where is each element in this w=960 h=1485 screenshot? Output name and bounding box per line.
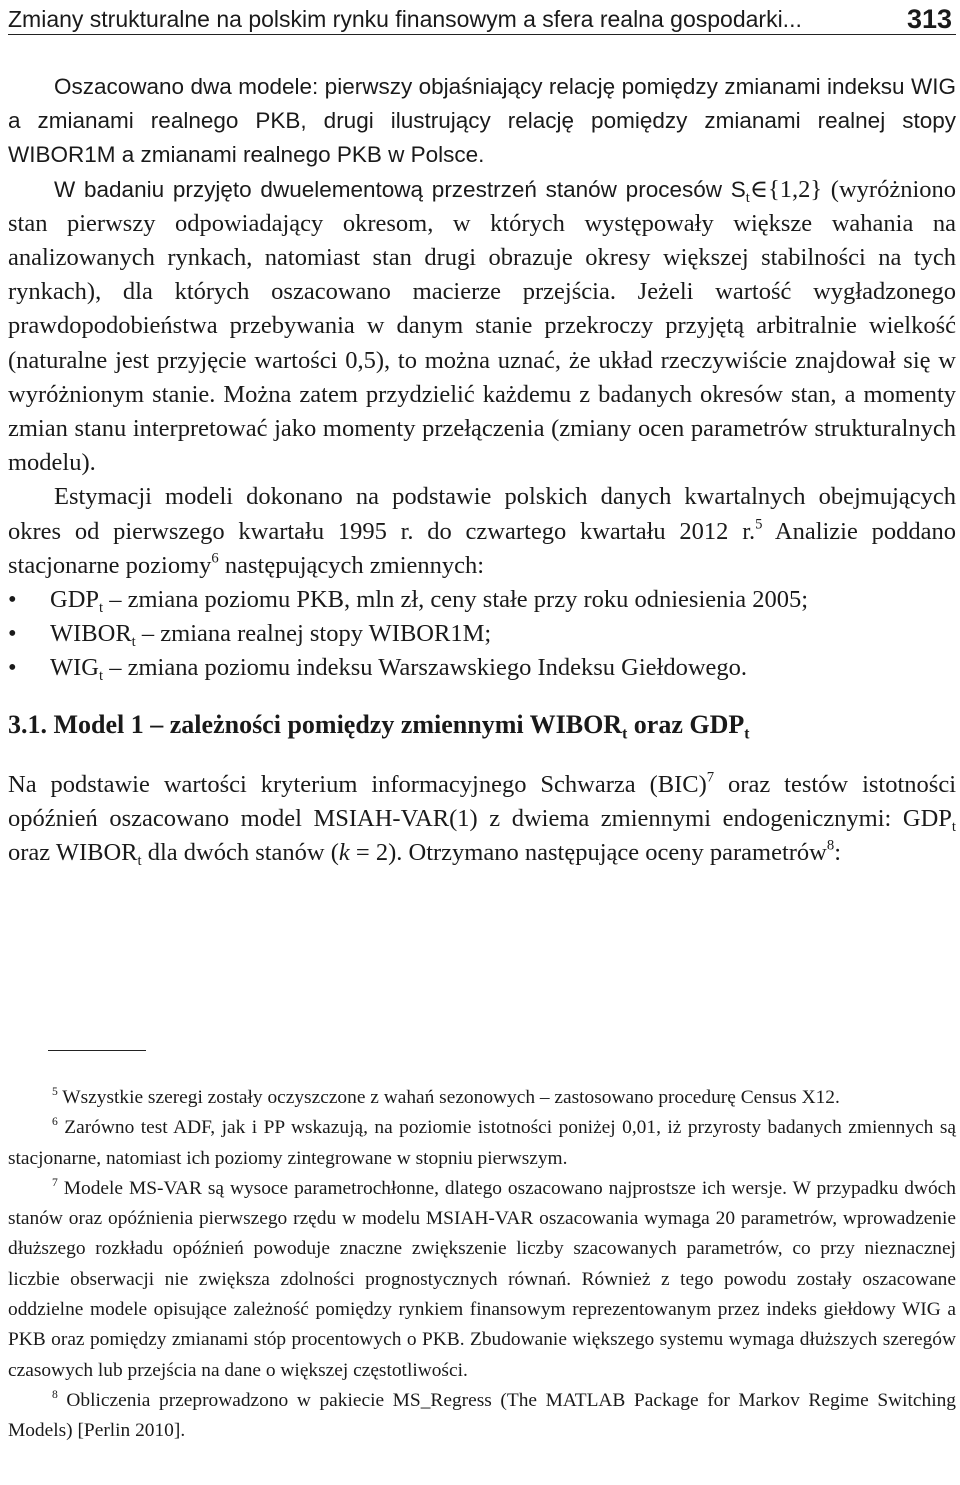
page-number: 313 <box>906 4 952 34</box>
list-item: • $GDP_t$ – zmiana poziomu PKB, mln zł, ceny stałe przy roku odniesienia 2005; <box>8 583 956 617</box>
section-heading: 3.1. Model 1 – zależności pomiędzy zmiennymi $WIBOR_t$ oraz $GDP_t$ <box>8 709 750 743</box>
page <box>8 0 957 1442</box>
footnote-divider <box>48 1050 146 1051</box>
footnote-ref-7[interactable]: 7 <box>706 769 715 786</box>
footnotes <box>8 1083 956 1447</box>
paragraph-3: Estymacji modeli dokonano na podstawie polskich danych kwartalnych obejmujących okres od pierwszego kwartału 1995 r. do czwartego kwartału 2012 r.$^5$ Analizie poddano stacjonarne poziomy$^6$ następujących zmiennych: <box>8 483 956 579</box>
footnote-ref-5[interactable]: 5 <box>755 516 763 533</box>
page-header <box>8 0 956 35</box>
footnote-ref-6[interactable]: 6 <box>211 550 219 567</box>
list-item: • $WIBOR_t$ – zmiana realnej stopy WIBOR1M; <box>8 617 956 651</box>
footnote-ref-8[interactable]: 8 <box>826 837 835 854</box>
list-item: • $WIG_t$ – zmiana poziomu indeksu Warszawskiego Indeksu Giełdowego. <box>8 651 956 685</box>
bullet-icon: • <box>8 586 17 614</box>
paragraph-1: Oszacowano dwa modele: pierwszy objaśniający relację pomiędzy zmianami indeksu WIG a zmianami realnego PKB, drugi ilustrujący relację pomiędzy zmianami realnej stopy WIBOR1M a zmianami realnego PKB w Polsce. <box>8 74 956 168</box>
paragraph-2: W badaniu przyjęto dwuelementową przestrzeń stanów procesów $S_t\in\{1,2\}$ (wyróżniono stan pierwszy odpowiadający okresom, w których występowały większe wahania na analizowanych rynkach, natomiast stan drugi obrazuje okresy większej stabilności na tych rynkach), dla których oszacowano macierze przejścia. Jeżeli wartość wygładzonego prawdopodobieństwa przebywania w danym stanie przekroczy przyjętą arbitralnie wielkość (naturalne jest przyjęcie wartości 0,5), to można uznać, że układ rzeczywiście znajdował się w wyróżnionym stanie. Można zatem przydzielić każdemu z badanych okresów stan, a momenty zmian stanu interpretować jako momenty przełączenia (zmiany ocen parametrów strukturalnych modelu). <box>8 175 956 477</box>
section-text <box>8 768 956 871</box>
main-text <box>8 70 956 686</box>
bullet-icon: • <box>8 620 17 648</box>
footnote: $^8$ Obliczenia przeprowadzono w pakiecie MS_Regress (The MATLAB Package for Markov Regime Switching Models) [Perlin 2010]. <box>8 1387 956 1442</box>
variable-list <box>8 583 956 686</box>
footnote: $^6$ Zarówno test ADF, jak i PP wskazują, na poziomie istotności poniżej 0,01, iż przyrosty badanych zmiennych są stacjonarne, natomiast ich poziomy zintegrowane w stopniu pierwszym. <box>8 1115 956 1169</box>
paragraph-4: Na podstawie wartości kryterium informacyjnego Schwarza (BIC)$^7$ oraz testów istotności opóźnień oszacowano model MSIAH-VAR(1) z dwiema zmiennymi endogenicznymi: $GDP_t$ oraz $WIBOR_t$ dla dwóch stanów (k = 2). Otrzymano następujące oceny parametrów$^8$: <box>8 769 957 870</box>
bullet-icon: • <box>8 654 17 682</box>
running-title: Zmiany strukturalne na polskim rynku finansowym a sfera realna gospodarki... <box>8 6 802 32</box>
footnote: $^5$ Wszystkie szeregi zostały oczyszczone z wahań sezonowych – zastosowano procedurę Census X12. <box>52 1084 840 1108</box>
footnote: $^7$ Modele MS-VAR są wysoce parametrochłonne, dlatego oszacowano najprostsze ich wersje. W przypadku dwóch stanów oraz opóźnienia pierwszego rzędu w modelu MSIAH-VAR oszacowania wymaga 20 parametrów, wprowadzenie dłuższego rozkładu opóźnień powoduje znaczne zwiększenie liczby szacowanych parametrów, co przy nieznacznej liczbie obserwacji nie zwiększa zdolności prognostycznych równań. Również z tego powodu zostały oszacowane oddzielne modele opisujące zależność pomiędzy rynkiem finansowym reprezentowanym przez indeks giełdowy WIG a PKB oraz pomiędzy zmianami stóp procentowych o PKB. Zbudowanie większego systemu wymaga dłuższych szeregów czasowych lub przejścia na dane o większej częstotliwości. <box>8 1175 956 1381</box>
